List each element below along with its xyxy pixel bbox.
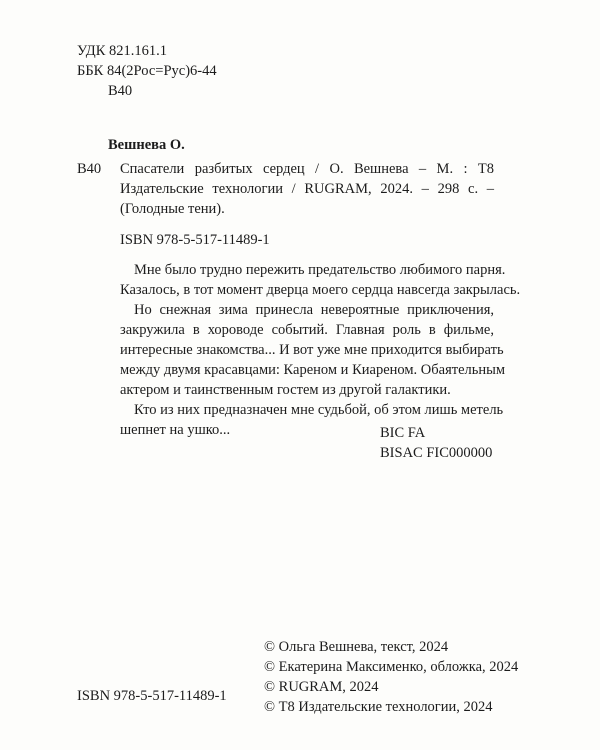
bibliographic-description	[120, 159, 494, 219]
classification-codes	[380, 423, 492, 463]
biblio-line: (Голодные тени).	[120, 201, 225, 217]
annotation-line: закружила в хороводе событий. Главная роль в фильме,	[120, 322, 494, 338]
annotation-line: интересные знакомства... И вот уже мне приходится выбирать	[120, 342, 504, 358]
isbn-main: ISBN 978-5-517-11489-1	[120, 232, 270, 248]
annotation-line: шепнет на ушко...	[120, 422, 231, 438]
udk-code: УДК 821.161.1	[77, 43, 167, 59]
copyright-line: © Екатерина Максименко, обложка, 2024	[264, 659, 519, 675]
copyright-line: © Ольга Вешнева, текст, 2024	[264, 639, 449, 655]
bbk-code: ББК 84(2Рос=Рус)6-44	[77, 63, 217, 79]
copyright-line: © Т8 Издательские технологии, 2024	[264, 699, 493, 715]
annotation-line: Казалось, в тот момент дверца моего сердца навсегда закрылась.	[120, 282, 521, 298]
author-code-top: В40	[108, 83, 133, 99]
author-code-side: В40	[77, 161, 102, 177]
author-heading: Вешнева О.	[108, 137, 185, 153]
copyright-block	[264, 637, 518, 717]
bic-code: BIC FA	[380, 425, 426, 441]
annotation-line: Кто из них предназначен мне судьбой, об этом лишь метель	[134, 402, 504, 418]
biblio-line: Издательские технологии / RUGRAM, 2024. – 298 с. –	[120, 181, 494, 197]
annotation-line: актером и таинственным гостем из другой галактики.	[120, 382, 451, 398]
bisac-code: BISAC FIC000000	[380, 445, 493, 461]
biblio-line: Спасатели разбитых сердец / О. Вешнева – М. : Т8	[120, 161, 494, 177]
isbn-bottom: ISBN 978-5-517-11489-1	[77, 688, 227, 704]
annotation-line: Но снежная зима принесла невероятные приключения,	[134, 302, 494, 318]
annotation-line: между двумя красавцами: Кареном и Киареном. Обаятельным	[120, 362, 506, 378]
annotation-line: Мне было трудно пережить предательство любимого парня.	[134, 262, 506, 278]
copyright-line: © RUGRAM, 2024	[264, 679, 379, 695]
annotation	[120, 260, 521, 440]
